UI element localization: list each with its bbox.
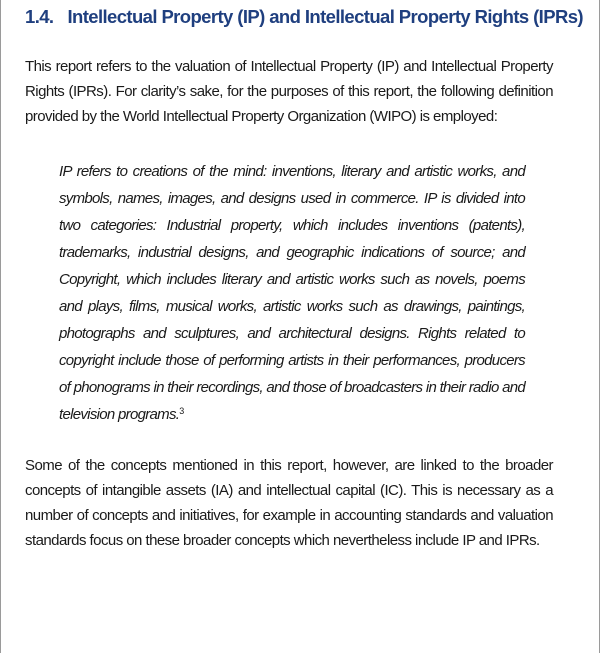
closing-paragraph: Some of the concepts mentioned in this report, however, are linked to the broader concepts of intangible assets (IA) and intellectual capital (IC). This is necessary as a number of concepts and initiatives, for example in accounting standards and valuation standards focus on these broader concepts which nevertheless include IP and IPRs. bbox=[25, 457, 553, 549]
quote-text: IP refers to creations of the mind: inventions, literary and artistic works, and symbols, names, images, and designs used in commerce. IP is divided into two categories: Industrial property, which includes inventions (patents), trademarks, industrial designs, and geographic indications of source; and Copyright, which includes literary and artistic works such as novels, poems and plays, films, musical works, artistic works such as drawings, paintings, photographs and sculptures, and architectural designs. Rights related to copyright include those of performing artists in their performances, producers of phonograms in their recordings, and those of broadcasters in their radio and television programs. bbox=[59, 163, 525, 423]
footnote-reference[interactable]: 3 bbox=[179, 406, 184, 416]
section-title: Intellectual Property (IP) and Intellectual Property Rights (IPRs) bbox=[67, 6, 583, 27]
section-number: 1.4. bbox=[25, 6, 54, 27]
wipo-definition-quote bbox=[59, 158, 525, 428]
intro-paragraph: This report refers to the valuation of Intellectual Property (IP) and Intellectual Property Rights (IPRs). For clarity’s sake, for the purposes of this report, the following definition provided by the World Intellectual Property Organization (WIPO) is employed: bbox=[25, 58, 553, 125]
section-heading bbox=[25, 6, 585, 28]
